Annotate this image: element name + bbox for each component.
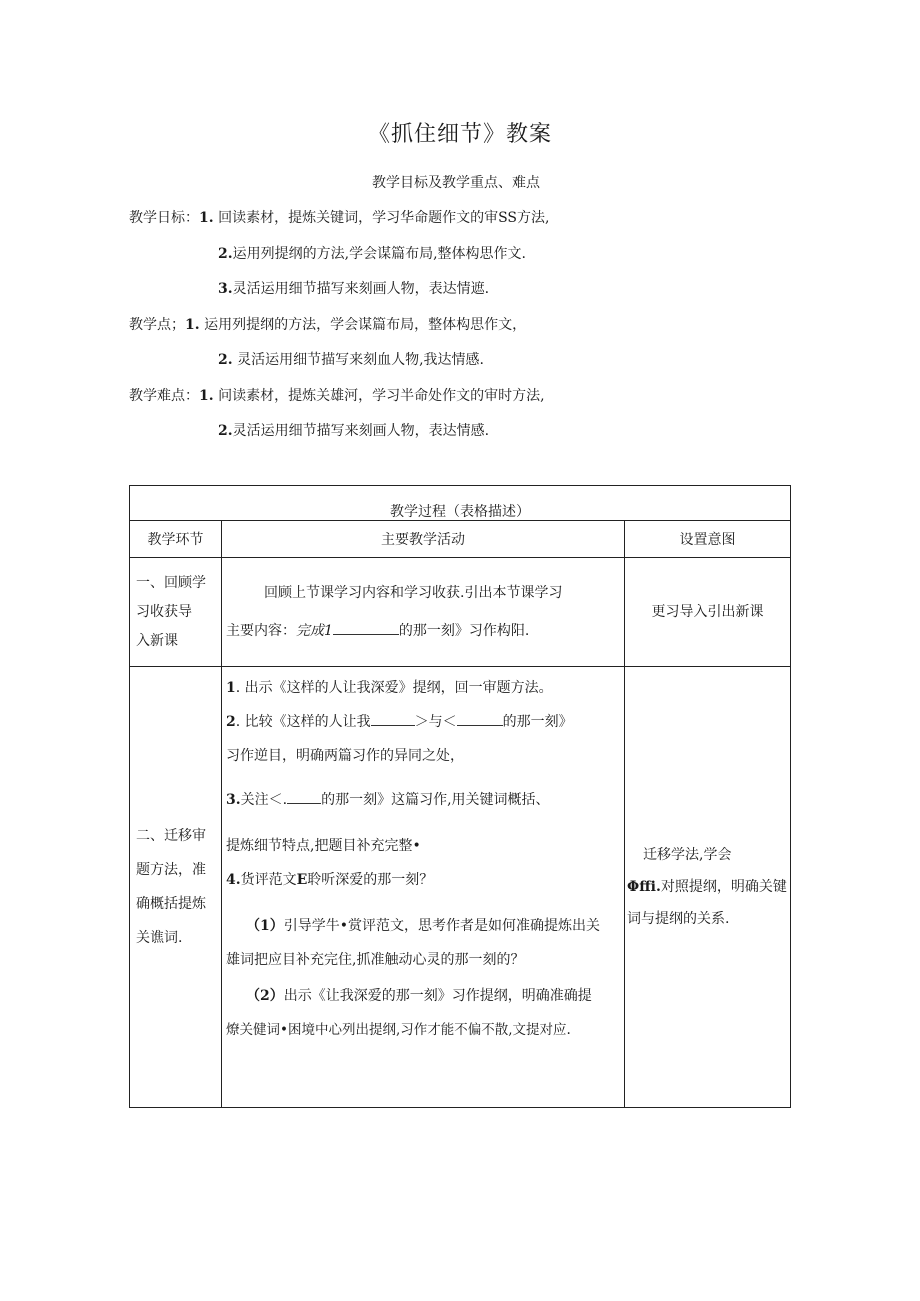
table-row xyxy=(130,667,791,1108)
keypoints-line-2: 2. 灵活运用细节描写来刻血人物,我达情感. xyxy=(218,352,484,368)
section-subtitle: 教学目标及教学重点、难点 xyxy=(372,175,540,191)
difficulties-line-2: 2.灵活运用细节描写来刻画人物，表达情感. xyxy=(218,423,490,439)
keypoints-line-1: 教学点；1. 运用列提纲的方法，学会谋篇布局，整体构思作文， xyxy=(129,317,527,333)
activity-item-6: （2）出示《让我深爱的那一刻》习作提纲，明确准确提 xyxy=(246,988,592,1004)
objectives-line-1: 教学日标：1. 回读素材，提炼关键词，学习华命题作文的审SS方法, xyxy=(129,210,550,226)
activity-item-4: 4.货评范文E聆听深爱的那一刻？ xyxy=(226,872,434,888)
purpose-cell: 更习导入引出新课 xyxy=(625,558,791,667)
fill-blank xyxy=(287,791,321,804)
objectives-label: 教学日标： xyxy=(129,210,199,226)
keypoints-label: 教学点； xyxy=(129,317,185,333)
difficulties-line-1: 教学难点：1. 问读素材，提炼关雄河，学习半命处作文的审时方法, xyxy=(129,388,545,404)
objectives-line-2: 2.运用列提纲的方法,学会谋篇布局,整体构思作文. xyxy=(218,246,526,262)
activity-item-3: 3.关注＜. 的那一刻》这篇习作,用关键词概括、 xyxy=(226,792,550,808)
activity-cell: 回顾上节课学习内容和学习收获.引出本节课学习 主要内容：完成1 的那一刻》习作构阳. xyxy=(222,558,625,667)
header-stage: 教学环节 xyxy=(130,521,222,558)
stage-cell: 二、迁移审 题方法，准 确概括提炼 关谯词. xyxy=(130,667,222,1108)
teaching-process-table xyxy=(129,485,791,1108)
page-title: 《抓住细节》教案 xyxy=(367,122,552,147)
header-purpose: 设置意图 xyxy=(625,521,791,558)
table-caption: 教学过程（表格描述） xyxy=(130,486,791,521)
activity-item-1: 1. 出示《这样的人让我深爱》提纲，回一审题方法。 xyxy=(226,680,553,696)
purpose-cell: 迁移学法,学会 Φffi.对照提纲，明确关键 词与提纲的关系. xyxy=(625,667,791,1108)
table-header-row xyxy=(130,521,791,558)
difficulties-label: 教学难点： xyxy=(129,388,199,404)
fill-blank xyxy=(333,622,399,635)
fill-blank xyxy=(457,713,503,726)
table-row xyxy=(130,558,791,667)
activity-item-2: 2. 比较《这样的人让我 ＞与＜ 的那一刻》 xyxy=(226,714,573,730)
stage-cell: 一、回顾学 习收获导 入新课 xyxy=(130,558,222,667)
activity-item-5: （1）引导学牛•赏评范文，思考作者是如何准确提炼出关 xyxy=(246,918,601,934)
activity-cell: 1. 出示《这样的人让我深爱》提纲，回一审题方法。 2. 比较《这样的人让我 ＞与＜ 的那一刻》 习作逆目，明确两篇习作的异同之处， 3.关注＜. 的那一刻》这篇习作,用关键词概括、 提炼细节特点,把题目补充完整• 4.货评范文E聆听深爱的那一刻？ （1）引导学牛•赏评范文，思考作者是如何准确提炼出关 雄词把应目补充完住,抓准触动心灵的那一刻的？ （2）出示《让我深爱的那一刻》习作提纲，明确准确提 燎关健词•困境中心列出提纲,习作才能不偏不散,文提对应. xyxy=(222,667,625,1108)
fill-blank xyxy=(371,713,415,726)
objectives-line-3: 3.灵活运用细节描写来刻画人物，表达情遮. xyxy=(218,281,490,297)
header-activity: 主要教学活动 xyxy=(222,521,625,558)
